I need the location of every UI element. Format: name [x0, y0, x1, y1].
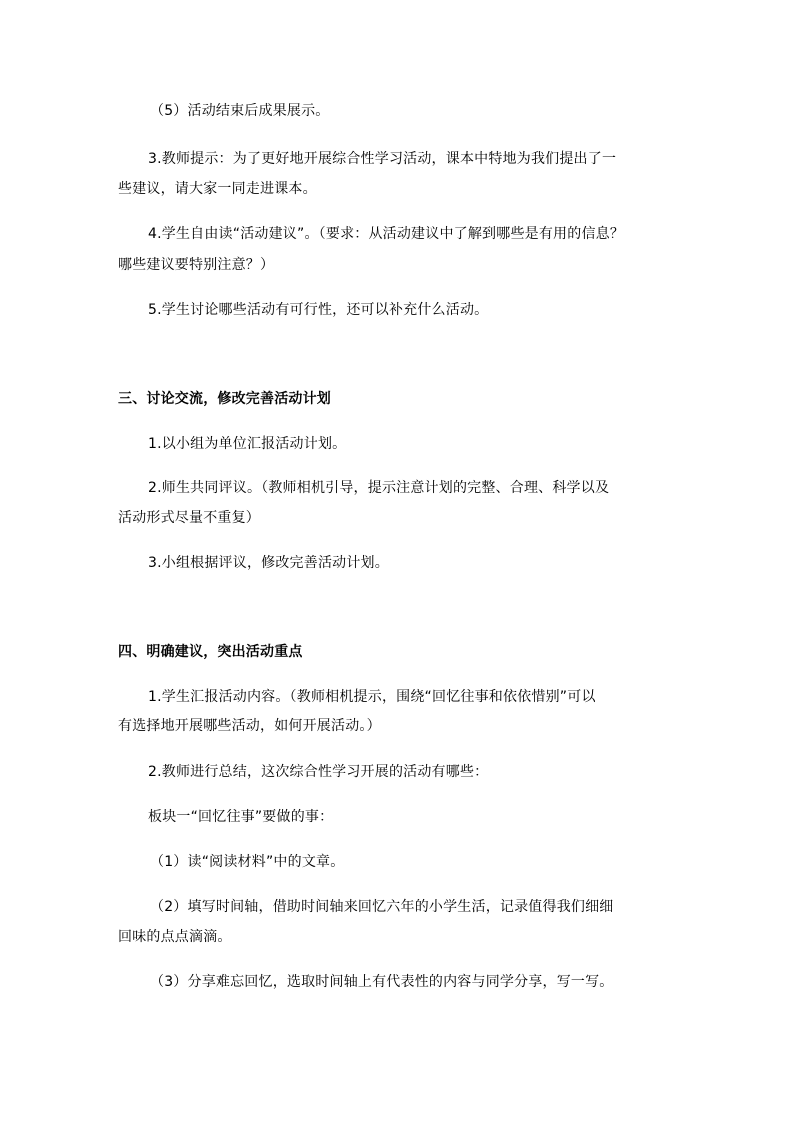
paragraph-line: 板块一“回忆往事”要做的事： — [148, 809, 334, 825]
paragraph-line: 些建议，请大家一同走进课本。 — [118, 181, 317, 197]
paragraph-line: 哪些建议要特别注意？） — [118, 257, 275, 273]
paragraph-line: 5.学生讨论哪些活动有可行性，还可以补充什么活动。 — [148, 302, 489, 318]
paragraph-line: 3.教师提示：为了更好地开展综合性学习活动，课本中特地为我们提出了一 — [148, 151, 617, 167]
paragraph-line: 回味的点点滴滴。 — [118, 929, 232, 945]
section-heading: 三、讨论交流，修改完善活动计划 — [118, 391, 331, 407]
paragraph-line: 有选择地开展哪些活动，如何开展活动。） — [118, 718, 381, 734]
paragraph-line: 3.小组根据评议，修改完善活动计划。 — [148, 555, 389, 571]
paragraph-line: 2.师生共同评议。（教师相机引导，提示注意计划的完整、合理、科学以及 — [148, 480, 610, 496]
section-heading: 四、明确建议，突出活动重点 — [118, 644, 303, 660]
paragraph-line: 活动形式尽量不重复） — [118, 510, 260, 526]
paragraph-line: 1.以小组为单位汇报活动计划。 — [148, 436, 347, 452]
paragraph-line: 4.学生自由读“活动建议”。（要求：从活动建议中了解到哪些是有用的信息？ — [148, 226, 625, 242]
paragraph-line: （1）读“阅读材料”中的文章。 — [150, 854, 345, 870]
paragraph-line: （3）分享难忘回忆，选取时间轴上有代表性的内容与同学分享，写一写。 — [150, 974, 614, 990]
paragraph-line: （5）活动结束后成果展示。 — [150, 103, 330, 119]
paragraph-line: 2.教师进行总结，这次综合性学习开展的活动有哪些： — [148, 764, 489, 780]
paragraph-line: （2）填写时间轴，借助时间轴来回忆六年的小学生活，记录值得我们细细 — [150, 899, 614, 915]
paragraph-line: 1.学生汇报活动内容。（教师相机提示，围绕“回忆往事和依依惜别”可以 — [148, 689, 596, 705]
